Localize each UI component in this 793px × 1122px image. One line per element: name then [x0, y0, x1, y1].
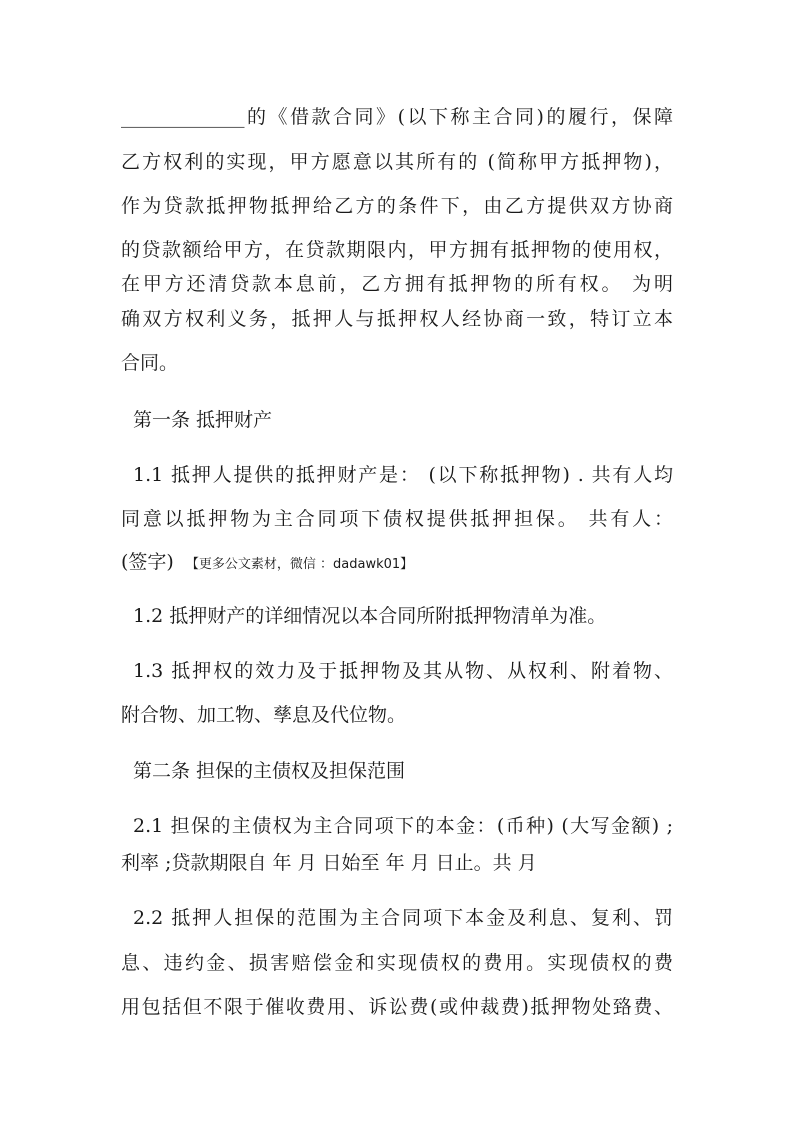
clause-2-1-line-2: 利率 ;贷款期限自 年 月 日始至 年 月 日止。共 月: [121, 852, 537, 874]
clause-1-3-line-2: 附合物、加工物、孳息及代位物。: [121, 704, 407, 726]
paragraph-1-line-5: 在甲方还清贷款本息前，乙方拥有抵押物的所有权。 为明: [121, 273, 673, 295]
paragraph-1-line-1: _____________的《借款合同》(以下称主合同)的履行，保障: [121, 106, 673, 128]
paragraph-1-line-3: 作为贷款抵押物抵押给乙方的条件下，由乙方提供双方协商: [121, 195, 673, 217]
clause-1-2: 1.2 抵押财产的详细情况以本合同所附抵押物清单为准。: [133, 605, 607, 627]
promo-note: 【更多公文素材，微信 ：dadawk01】: [185, 557, 414, 572]
clause-1-3-line-1: 1.3 抵押权的效力及于抵押物及其从物、从权利、附着物、: [133, 660, 673, 682]
article-2-heading: 第二条 担保的主债权及担保范围: [133, 760, 406, 782]
paragraph-1-line-7: 合同。: [121, 352, 179, 374]
article-1-heading: 第一条 抵押财产: [133, 409, 273, 431]
clause-2-1-line-1: 2.1 担保的主债权为主合同项下的本金：(币种) (大写金额) ;: [133, 815, 673, 837]
paragraph-1-line-2: 乙方权利的实现，甲方愿意以其所有的 (简称甲方抵押物)，: [121, 151, 673, 173]
signature-text: (签字): [121, 551, 174, 573]
clause-2-2-line-3: 用包括但不限于催收费用、诉讼费(或仲裁费)抵押物处臵费、: [121, 996, 673, 1018]
clause-1-1-line-2: 同意以抵押物为主合同项下债权提供抵押担保。 共有人：: [121, 508, 673, 530]
clause-2-2-line-1: 2.2 抵押人担保的范围为主合同项下本金及利息、复利、罚: [133, 907, 673, 929]
paragraph-1-line-6: 确双方权利义务，抵押人与抵押权人经协商一致，特订立本: [121, 308, 673, 330]
clause-1-1-line-1: 1.1 抵押人提供的抵押财产是： (以下称抵押物) . 共有人均: [133, 464, 673, 486]
paragraph-1-line-4: 的贷款额给甲方，在贷款期限内，甲方拥有抵押物的使用权，: [121, 239, 673, 261]
clause-2-2-line-2: 息、违约金、损害赔偿金和实现债权的费用。实现债权的费: [121, 952, 673, 974]
clause-1-1-line-3: [121, 546, 681, 581]
